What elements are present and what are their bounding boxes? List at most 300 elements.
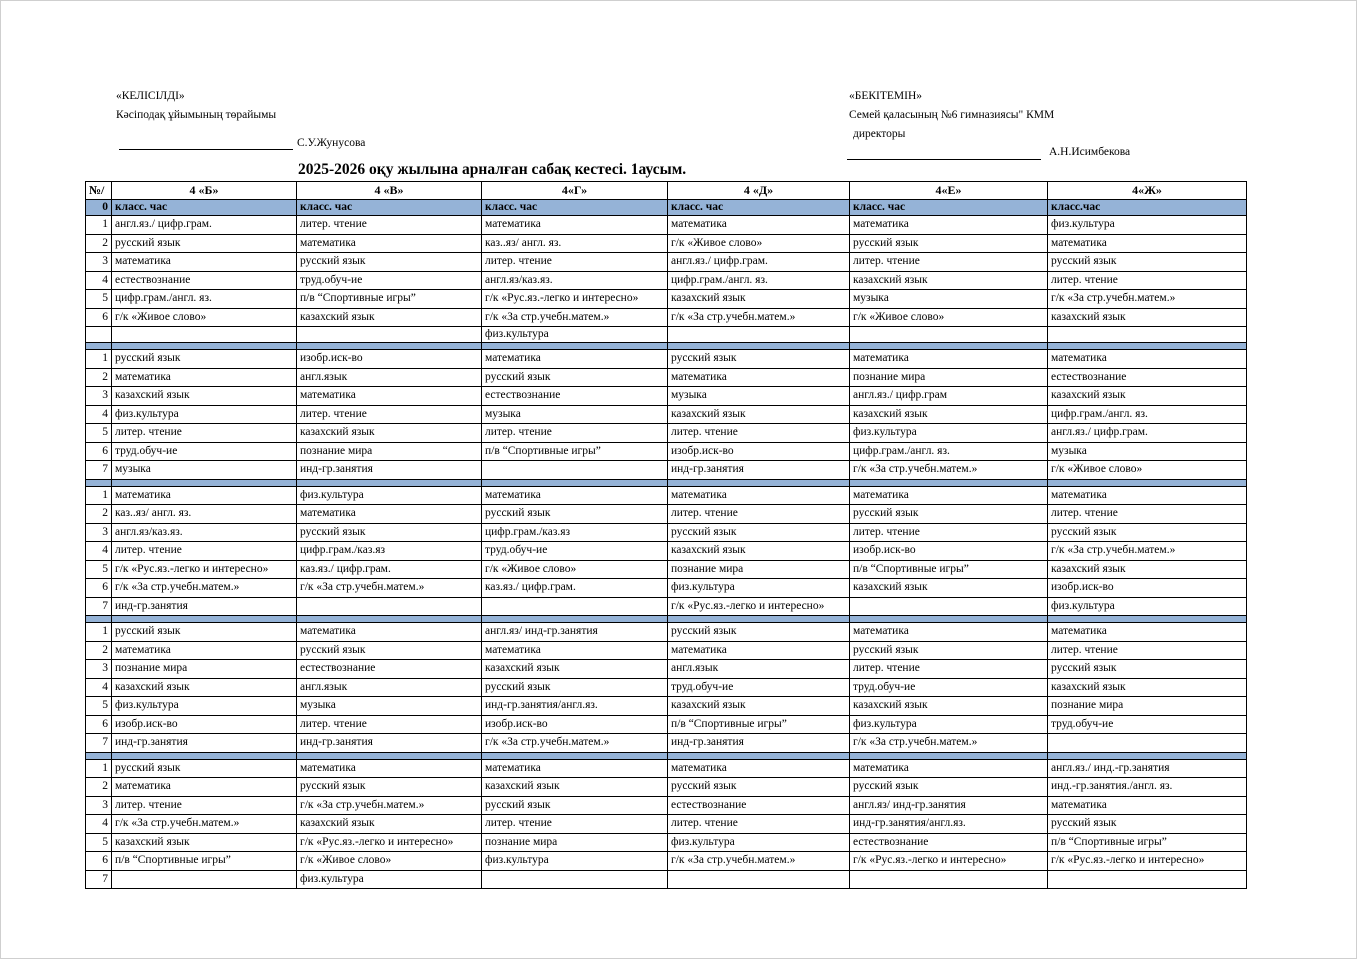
lesson-number: 6 xyxy=(86,442,112,461)
lesson-cell: математика xyxy=(482,350,668,369)
lesson-cell: физ.культура xyxy=(112,697,297,716)
lesson-cell xyxy=(112,327,297,343)
lesson-row xyxy=(86,542,1247,561)
lesson-row xyxy=(86,387,1247,406)
lesson-cell: математика xyxy=(297,387,482,406)
lesson-number: 2 xyxy=(86,641,112,660)
lesson-cell: русский язык xyxy=(850,505,1048,524)
lesson-cell: русский язык xyxy=(1048,523,1247,542)
day-separator-cell xyxy=(297,343,482,350)
lesson-cell: математика xyxy=(482,216,668,235)
lesson-cell: физ.культура xyxy=(482,852,668,871)
lesson-cell: англ.яз./ цифр.грам xyxy=(850,387,1048,406)
lesson-cell: инд-гр.занятия xyxy=(668,461,850,480)
day-separator-row xyxy=(86,479,1247,486)
lesson-cell: англ.яз./ инд.-гр.занятия xyxy=(1048,759,1247,778)
class-hour-cell: класс. час xyxy=(112,200,297,216)
lesson-cell: г/к «Рус.яз.-легко и интересно» xyxy=(668,597,850,616)
lesson-cell: г/к «За стр.учебн.матем.» xyxy=(850,461,1048,480)
day-separator-cell xyxy=(86,616,112,623)
lesson-cell: музыка xyxy=(850,290,1048,309)
lesson-cell xyxy=(1048,870,1247,889)
day-separator-cell xyxy=(297,479,482,486)
lesson-cell: физ.культура xyxy=(112,405,297,424)
lesson-cell: англ.яз./ цифр.грам. xyxy=(668,253,850,272)
lesson-cell: изобр.иск-во xyxy=(850,542,1048,561)
day-separator-cell xyxy=(482,479,668,486)
lesson-number: 6 xyxy=(86,308,112,327)
lesson-cell: г/к «Живое слово» xyxy=(482,560,668,579)
lesson-cell: физ.культура xyxy=(1048,597,1247,616)
lesson-cell: п/в “Спортивные игры” xyxy=(850,560,1048,579)
lesson-row xyxy=(86,271,1247,290)
lesson-cell: инд-гр.занятия/англ.яз. xyxy=(850,815,1048,834)
lesson-cell: математика xyxy=(297,623,482,642)
lesson-cell: русский язык xyxy=(1048,253,1247,272)
lesson-number: 7 xyxy=(86,734,112,753)
lesson-cell: литер. чтение xyxy=(850,660,1048,679)
lesson-cell: изобр.иск-во xyxy=(297,350,482,369)
lesson-cell: казахский язык xyxy=(1048,308,1247,327)
page-title: 2025-2026 оқу жылына арналған сабақ кестесі. 1аусым. xyxy=(298,161,687,178)
lesson-number: 1 xyxy=(86,759,112,778)
lesson-cell: русский язык xyxy=(668,350,850,369)
lesson-cell: г/к «За стр.учебн.матем.» xyxy=(1048,290,1247,309)
lesson-cell: физ.культура xyxy=(482,327,668,343)
lesson-row xyxy=(86,327,1247,343)
lesson-cell: инд-гр.занятия/англ.яз. xyxy=(482,697,668,716)
lesson-cell: литер. чтение xyxy=(850,523,1048,542)
lesson-number: 5 xyxy=(86,424,112,443)
lesson-cell: русский язык xyxy=(297,523,482,542)
lesson-cell: литер. чтение xyxy=(668,505,850,524)
lesson-cell: труд.обуч-ие xyxy=(297,271,482,290)
lesson-cell: математика xyxy=(1048,350,1247,369)
class-column-header: 4«Г» xyxy=(482,182,668,200)
lesson-cell: математика xyxy=(297,505,482,524)
day-separator-cell xyxy=(86,479,112,486)
lesson-cell: литер. чтение xyxy=(1048,641,1247,660)
lesson-cell: казахский язык xyxy=(297,308,482,327)
class-column-header: 4«Е» xyxy=(850,182,1048,200)
lesson-cell: англ.яз/каз.яз. xyxy=(482,271,668,290)
lesson-number: 5 xyxy=(86,290,112,309)
lesson-cell: изобр.иск-во xyxy=(668,442,850,461)
class-hour-cell: класс. час xyxy=(668,200,850,216)
column-header-row xyxy=(86,182,1247,200)
lesson-cell: русский язык xyxy=(482,505,668,524)
lesson-cell: г/к «Рус.яз.-легко и интересно» xyxy=(482,290,668,309)
lesson-cell: естествознание xyxy=(112,271,297,290)
lesson-cell xyxy=(850,870,1048,889)
lesson-row xyxy=(86,697,1247,716)
lesson-cell: г/к «За стр.учебн.матем.» xyxy=(112,815,297,834)
day-separator-row xyxy=(86,752,1247,759)
lesson-cell: математика xyxy=(112,641,297,660)
lesson-cell: цифр.грам./англ. яз. xyxy=(1048,405,1247,424)
day-separator-cell xyxy=(850,752,1048,759)
lesson-cell: русский язык xyxy=(1048,660,1247,679)
lesson-cell: англ.язык xyxy=(297,368,482,387)
day-separator-cell xyxy=(668,752,850,759)
lesson-cell xyxy=(297,327,482,343)
lesson-cell: музыка xyxy=(482,405,668,424)
lesson-row xyxy=(86,623,1247,642)
lesson-row xyxy=(86,815,1247,834)
lesson-cell xyxy=(850,327,1048,343)
lesson-cell: казахский язык xyxy=(112,387,297,406)
lesson-cell: естествознание xyxy=(668,796,850,815)
day-separator-cell xyxy=(112,479,297,486)
lesson-cell: литер. чтение xyxy=(297,715,482,734)
day-separator-cell xyxy=(850,616,1048,623)
day-separator-cell xyxy=(297,616,482,623)
lesson-number: 4 xyxy=(86,542,112,561)
lesson-cell: инд-гр.занятия xyxy=(112,734,297,753)
lesson-cell: труд.обуч-ие xyxy=(850,678,1048,697)
num-column-header: №/ xyxy=(86,182,112,200)
lesson-row xyxy=(86,424,1247,443)
day-separator-row xyxy=(86,343,1247,350)
lesson-cell: математика xyxy=(482,759,668,778)
day-separator-cell xyxy=(112,752,297,759)
lesson-cell: русский язык xyxy=(482,678,668,697)
day-separator-cell xyxy=(1048,479,1247,486)
lesson-number: 3 xyxy=(86,660,112,679)
lesson-number: 4 xyxy=(86,678,112,697)
lesson-row xyxy=(86,234,1247,253)
lesson-row xyxy=(86,833,1247,852)
lesson-cell: п/в “Спортивные игры” xyxy=(482,442,668,461)
lesson-row xyxy=(86,796,1247,815)
lesson-cell: математика xyxy=(1048,486,1247,505)
lesson-cell: казахский язык xyxy=(668,542,850,561)
lesson-cell: каз.яз./ цифр.грам. xyxy=(482,579,668,598)
lesson-cell: инд-гр.занятия xyxy=(112,597,297,616)
lesson-cell: г/к «За стр.учебн.матем.» xyxy=(297,796,482,815)
lesson-cell: г/к «За стр.учебн.матем.» xyxy=(112,579,297,598)
lesson-cell: англ.язык xyxy=(297,678,482,697)
day-separator-cell xyxy=(668,343,850,350)
lesson-row xyxy=(86,253,1247,272)
lesson-cell: познание мира xyxy=(668,560,850,579)
lesson-cell: г/к «Рус.яз.-легко и интересно» xyxy=(112,560,297,579)
lesson-number: 4 xyxy=(86,271,112,290)
lesson-cell xyxy=(482,870,668,889)
lesson-cell: казахский язык xyxy=(1048,678,1247,697)
lesson-number xyxy=(86,327,112,343)
lesson-cell: литер. чтение xyxy=(482,253,668,272)
lesson-row xyxy=(86,678,1247,697)
lesson-cell: казахский язык xyxy=(668,405,850,424)
lesson-cell: физ.культура xyxy=(668,579,850,598)
day-separator-cell xyxy=(1048,752,1247,759)
lesson-cell: литер. чтение xyxy=(1048,271,1247,290)
lesson-cell: русский язык xyxy=(668,523,850,542)
lesson-number: 5 xyxy=(86,697,112,716)
lesson-cell: казахский язык xyxy=(297,815,482,834)
class-hour-row xyxy=(86,200,1247,216)
lesson-cell: г/к «Рус.яз.-легко и интересно» xyxy=(1048,852,1247,871)
day-separator-cell xyxy=(297,752,482,759)
lesson-cell: казахский язык xyxy=(850,405,1048,424)
lesson-cell: русский язык xyxy=(297,641,482,660)
class-column-header: 4«Ж» xyxy=(1048,182,1247,200)
lesson-cell: цифр.грам./англ. яз. xyxy=(850,442,1048,461)
lesson-cell: естествознание xyxy=(850,833,1048,852)
lesson-row xyxy=(86,290,1247,309)
lesson-cell: англ.яз/каз.яз. xyxy=(112,523,297,542)
lesson-cell: математика xyxy=(668,368,850,387)
lesson-cell: русский язык xyxy=(850,778,1048,797)
lesson-cell: физ.культура xyxy=(297,486,482,505)
lesson-cell: цифр.грам./англ. яз. xyxy=(112,290,297,309)
lesson-row xyxy=(86,870,1247,889)
lesson-cell: казахский язык xyxy=(668,697,850,716)
lesson-cell: физ.культура xyxy=(850,424,1048,443)
lesson-cell: математика xyxy=(1048,234,1247,253)
lesson-number: 0 xyxy=(86,200,112,216)
lesson-cell: математика xyxy=(668,759,850,778)
lesson-cell xyxy=(482,461,668,480)
lesson-cell: математика xyxy=(482,641,668,660)
lesson-cell: г/к «Живое слово» xyxy=(1048,461,1247,480)
lesson-cell: литер. чтение xyxy=(297,405,482,424)
lesson-cell: математика xyxy=(850,486,1048,505)
lesson-cell: музыка xyxy=(112,461,297,480)
approved-signer: А.Н.Исимбекова xyxy=(1049,146,1131,158)
lesson-cell: инд.-гр.занятия./англ. яз. xyxy=(1048,778,1247,797)
lesson-number: 3 xyxy=(86,796,112,815)
lesson-cell: математика xyxy=(112,253,297,272)
lesson-cell: г/к «За стр.учебн.матем.» xyxy=(1048,542,1247,561)
lesson-cell: русский язык xyxy=(668,623,850,642)
lesson-cell: каз..яз/ англ. яз. xyxy=(482,234,668,253)
approved-label: «БЕКІТЕМІН» xyxy=(849,90,923,102)
signature-line-right xyxy=(847,159,1041,160)
lesson-cell: труд.обуч-ие xyxy=(112,442,297,461)
agreed-label: «КЕЛІСІЛДІ» xyxy=(116,90,185,102)
lesson-cell: п/в “Спортивные игры” xyxy=(668,715,850,734)
lesson-number: 6 xyxy=(86,715,112,734)
class-hour-cell: класс. час xyxy=(850,200,1048,216)
lesson-cell: изобр.иск-во xyxy=(1048,579,1247,598)
class-column-header: 4 «Д» xyxy=(668,182,850,200)
lesson-cell: г/к «За стр.учебн.матем.» xyxy=(668,308,850,327)
lesson-cell: математика xyxy=(297,234,482,253)
lesson-cell xyxy=(668,327,850,343)
lesson-row xyxy=(86,778,1247,797)
lesson-cell: физ.культура xyxy=(1048,216,1247,235)
lesson-cell: литер. чтение xyxy=(850,253,1048,272)
lesson-cell: русский язык xyxy=(112,623,297,642)
lesson-cell xyxy=(112,870,297,889)
day-separator-cell xyxy=(112,343,297,350)
lesson-cell: казахский язык xyxy=(112,678,297,697)
lesson-cell: математика xyxy=(1048,796,1247,815)
day-separator-cell xyxy=(482,343,668,350)
lesson-cell: каз..яз/ англ. яз. xyxy=(112,505,297,524)
lesson-cell: естествознание xyxy=(1048,368,1247,387)
lesson-row xyxy=(86,308,1247,327)
class-column-header: 4 «Б» xyxy=(112,182,297,200)
lesson-cell: русский язык xyxy=(482,796,668,815)
lesson-cell: познание мира xyxy=(850,368,1048,387)
lesson-number: 3 xyxy=(86,253,112,272)
lesson-cell: англ.яз./ цифр.грам. xyxy=(1048,424,1247,443)
lesson-cell: русский язык xyxy=(112,234,297,253)
lesson-cell: казахский язык xyxy=(297,424,482,443)
day-separator-cell xyxy=(850,479,1048,486)
lesson-cell: познание мира xyxy=(297,442,482,461)
lesson-cell: литер. чтение xyxy=(482,815,668,834)
lesson-cell: математика xyxy=(850,623,1048,642)
lesson-cell: англ.яз/ инд-гр.занятия xyxy=(850,796,1048,815)
day-separator-cell xyxy=(668,479,850,486)
lesson-cell: физ.культура xyxy=(297,870,482,889)
lesson-cell xyxy=(1048,327,1247,343)
lesson-row xyxy=(86,560,1247,579)
class-hour-cell: класс.час xyxy=(1048,200,1247,216)
day-separator-cell xyxy=(850,343,1048,350)
lesson-cell: математика xyxy=(112,778,297,797)
lesson-cell: казахский язык xyxy=(482,660,668,679)
lesson-cell: п/в “Спортивные игры” xyxy=(112,852,297,871)
lesson-number: 3 xyxy=(86,387,112,406)
lesson-cell: математика xyxy=(112,368,297,387)
lesson-cell: г/к «Живое слово» xyxy=(297,852,482,871)
lesson-number: 2 xyxy=(86,234,112,253)
lesson-cell: труд.обуч-ие xyxy=(482,542,668,561)
day-separator-cell xyxy=(1048,343,1247,350)
lesson-row xyxy=(86,734,1247,753)
lesson-row xyxy=(86,852,1247,871)
lesson-cell: математика xyxy=(297,759,482,778)
lesson-cell: литер. чтение xyxy=(1048,505,1247,524)
lesson-cell: г/к «За стр.учебн.матем.» xyxy=(850,734,1048,753)
lesson-cell: г/к «За стр.учебн.матем.» xyxy=(482,734,668,753)
lesson-cell: физ.культура xyxy=(668,833,850,852)
lesson-cell: русский язык xyxy=(850,234,1048,253)
lesson-cell: г/к «Живое слово» xyxy=(112,308,297,327)
lesson-cell: п/в “Спортивные игры” xyxy=(297,290,482,309)
lesson-cell: казахский язык xyxy=(850,697,1048,716)
lesson-cell: цифр.грам./англ. яз. xyxy=(668,271,850,290)
lesson-cell: познание мира xyxy=(1048,697,1247,716)
lesson-cell: каз.яз./ цифр.грам. xyxy=(297,560,482,579)
lesson-cell xyxy=(482,597,668,616)
lesson-cell: математика xyxy=(668,486,850,505)
lesson-cell: казахский язык xyxy=(850,579,1048,598)
lesson-number: 1 xyxy=(86,216,112,235)
timetable xyxy=(85,181,1247,889)
lesson-row xyxy=(86,486,1247,505)
class-hour-cell: класс. час xyxy=(297,200,482,216)
lesson-cell: казахский язык xyxy=(482,778,668,797)
lesson-cell: казахский язык xyxy=(1048,387,1247,406)
lesson-number: 6 xyxy=(86,579,112,598)
lesson-cell: казахский язык xyxy=(112,833,297,852)
class-hour-cell: класс. час xyxy=(482,200,668,216)
lesson-row xyxy=(86,368,1247,387)
lesson-cell: русский язык xyxy=(297,253,482,272)
lesson-number: 1 xyxy=(86,623,112,642)
lesson-cell: математика xyxy=(668,641,850,660)
lesson-cell: изобр.иск-во xyxy=(482,715,668,734)
lesson-cell xyxy=(297,597,482,616)
lesson-cell: естествознание xyxy=(482,387,668,406)
lesson-cell: математика xyxy=(850,350,1048,369)
lesson-number: 7 xyxy=(86,461,112,480)
lesson-cell: музыка xyxy=(297,697,482,716)
lesson-row xyxy=(86,641,1247,660)
agreed-signer: С.У.Жунусова xyxy=(297,137,366,149)
lesson-number: 1 xyxy=(86,350,112,369)
lesson-row xyxy=(86,660,1247,679)
lesson-cell: музыка xyxy=(668,387,850,406)
lesson-cell: познание мира xyxy=(112,660,297,679)
lesson-cell: г/к «За стр.учебн.матем.» xyxy=(297,579,482,598)
lesson-number: 1 xyxy=(86,486,112,505)
lesson-cell: литер. чтение xyxy=(668,815,850,834)
lesson-cell: труд.обуч-ие xyxy=(668,678,850,697)
lesson-number: 3 xyxy=(86,523,112,542)
lesson-row xyxy=(86,715,1247,734)
lesson-cell: г/к «Живое слово» xyxy=(668,234,850,253)
lesson-cell: г/к «За стр.учебн.матем.» xyxy=(482,308,668,327)
lesson-number: 4 xyxy=(86,405,112,424)
lesson-number: 2 xyxy=(86,778,112,797)
lesson-cell: г/к «Рус.яз.-легко и интересно» xyxy=(297,833,482,852)
lesson-number: 2 xyxy=(86,505,112,524)
lesson-cell: г/к «Рус.яз.-легко и интересно» xyxy=(850,852,1048,871)
lesson-cell: литер. чтение xyxy=(482,424,668,443)
lesson-row xyxy=(86,405,1247,424)
lesson-cell: англ.яз/ инд-гр.занятия xyxy=(482,623,668,642)
lesson-cell xyxy=(850,597,1048,616)
lesson-cell: казахский язык xyxy=(850,271,1048,290)
approved-org-line: Семей қаласының №6 гимназиясы" КММ xyxy=(849,109,1055,121)
lesson-cell: математика xyxy=(668,216,850,235)
lesson-cell: изобр.иск-во xyxy=(112,715,297,734)
lesson-cell: инд-гр.занятия xyxy=(297,461,482,480)
lesson-cell: русский язык xyxy=(112,350,297,369)
lesson-cell: русский язык xyxy=(112,759,297,778)
lesson-row xyxy=(86,579,1247,598)
lesson-cell: казахский язык xyxy=(1048,560,1247,579)
lesson-number: 6 xyxy=(86,852,112,871)
lesson-number: 7 xyxy=(86,870,112,889)
lesson-number: 4 xyxy=(86,815,112,834)
lesson-cell: казахский язык xyxy=(668,290,850,309)
lesson-cell: труд.обуч-ие xyxy=(1048,715,1247,734)
approved-role-line: директоры xyxy=(853,128,906,140)
lesson-row xyxy=(86,461,1247,480)
lesson-cell: г/к «За стр.учебн.матем.» xyxy=(668,852,850,871)
day-separator-cell xyxy=(1048,616,1247,623)
agreed-org-line: Кәсіподақ ұйымының төрайымы xyxy=(116,109,277,121)
lesson-cell: математика xyxy=(1048,623,1247,642)
lesson-cell: инд-гр.занятия xyxy=(668,734,850,753)
day-separator-cell xyxy=(482,752,668,759)
lesson-row xyxy=(86,505,1247,524)
signature-line-left xyxy=(119,149,293,150)
lesson-cell: литер. чтение xyxy=(668,424,850,443)
lesson-cell: математика xyxy=(850,216,1048,235)
day-separator-cell xyxy=(482,616,668,623)
lesson-row xyxy=(86,597,1247,616)
lesson-cell: математика xyxy=(112,486,297,505)
